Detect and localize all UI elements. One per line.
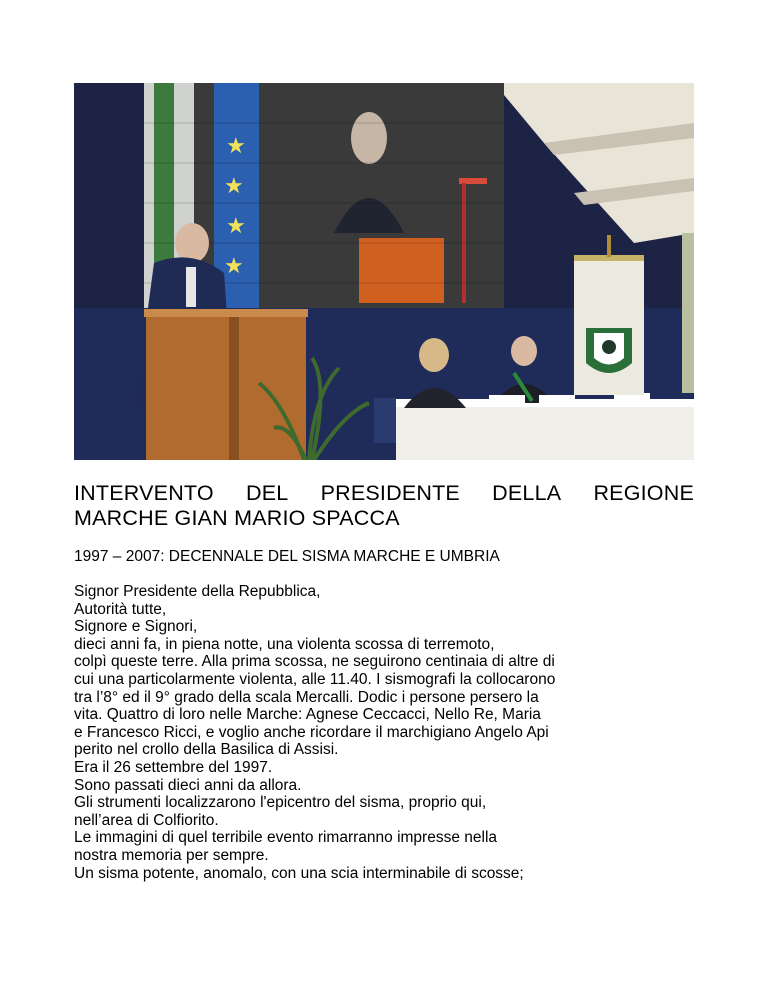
title-line-2: MARCHE GIAN MARIO SPACCA [74,506,400,530]
title-word: INTERVENTO [74,481,214,505]
svg-text:★: ★ [224,254,244,279]
body-line: nostra memoria per sempre. [74,846,269,864]
document-subtitle: 1997 – 2007: DECENNALE DEL SISMA MARCHE E UMBRIA [74,548,500,565]
body-line: Un sisma potente, anomalo, con una scia interminabile di scosse; [74,864,524,882]
body-line: Autorità tutte, [74,600,167,618]
photo-illustration [74,83,694,460]
body-line: nell’area di Colfiorito. [74,811,219,829]
body-line: cui una particolarmente violenta, alle 11.40. I sismografi la collocarono [74,670,556,688]
title-word: DELLA [492,481,562,505]
body-line: vita. Quattro di loro nelle Marche: Agnese Ceccacci, Nello Re, Maria [74,706,541,724]
body-line: e Francesco Ricci, e voglio anche ricordare il marchigiano Angelo Api [74,723,549,741]
svg-text:★: ★ [226,214,246,239]
body-line: tra l’8° ed il 9° grado della scala Mercalli. Dodic i persone persero la [74,688,539,706]
speech-body [74,583,694,882]
body-line: colpì queste terre. Alla prima scossa, ne seguirono centinaia di altre di [74,653,555,671]
title-line-1 [74,481,694,506]
title-word: DEL [245,481,289,505]
document-title [74,481,694,531]
body-line: Signore e Signori, [74,618,198,636]
body-line: Le immagini di quel terribile evento rimarranno impresse nella [74,829,498,847]
title-word: REGIONE [593,481,694,505]
svg-text:★: ★ [224,174,244,199]
body-line: Era il 26 settembre del 1997. [74,758,273,776]
body-line: Signor Presidente della Repubblica, [74,583,321,600]
svg-text:★: ★ [226,134,246,159]
body-line: Sono passati dieci anni da allora. [74,776,302,794]
body-line: Gli strumenti localizzarono l'epicentro del sisma, proprio qui, [74,794,487,812]
body-line: perito nel crollo della Basilica di Assisi. [74,741,339,759]
title-word: PRESIDENTE [320,481,460,505]
ceremony-photo [74,83,694,460]
body-line: dieci anni fa, in piena notte, una violenta scossa di terremoto, [74,635,495,653]
